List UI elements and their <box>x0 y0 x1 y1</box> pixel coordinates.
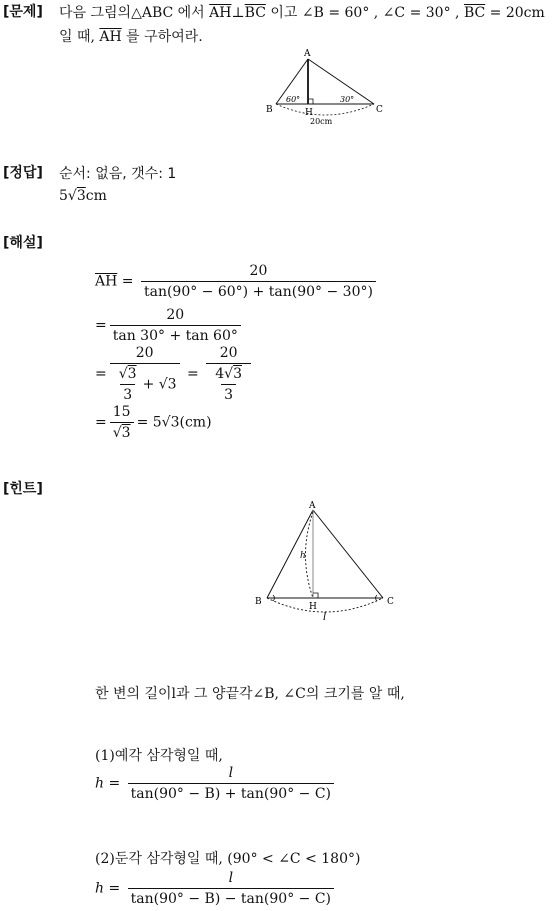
answer-radicand: 3 <box>76 188 86 204</box>
numerator: 15 <box>112 404 131 420</box>
foot-h-label: H <box>305 108 313 118</box>
hint-case-1: (1)예각 삼각형일 때, <box>95 748 223 764</box>
explanation-label: [해설] <box>3 235 43 251</box>
answer-coef: 5 <box>59 188 68 204</box>
segment-ah: $\overline{AH}$ <box>99 29 122 45</box>
answer-unit: cm <box>85 188 107 204</box>
vertex-a-label: A <box>304 49 311 59</box>
problem-label: [문제] <box>3 4 43 20</box>
fraction <box>206 344 251 404</box>
fraction <box>110 403 134 442</box>
fraction <box>128 764 334 803</box>
denominator <box>206 363 251 404</box>
denominator: tan(90° − B) − tan(90° − C) <box>128 888 334 908</box>
explanation-line-4: = $\frac{15}{√3}$ = 5√3(cm) <box>95 404 212 441</box>
answer-label: [정답] <box>3 165 43 181</box>
numerator: l <box>228 765 234 781</box>
vertex-c-label: C <box>376 105 383 115</box>
hint-formula-1 <box>95 764 337 803</box>
inner-fraction <box>212 365 245 404</box>
vertex-c-label: C <box>387 597 394 607</box>
coef: 4 <box>215 366 225 382</box>
problem-text: 이고 ∠B = 60° , ∠C = 30° , <box>265 5 464 21</box>
vertex-b-label: B <box>266 105 273 115</box>
fraction <box>110 344 180 404</box>
problem-text: 를 구하여라. <box>121 29 203 45</box>
denominator: 3 <box>221 384 236 404</box>
numerator: 20 <box>135 345 154 361</box>
problem-text: = 20cm <box>485 5 545 21</box>
hint-formula-2 <box>95 869 337 908</box>
angle-b-label: 60° <box>286 95 301 104</box>
denominator: tan(90° − B) + tan(90° − C) <box>128 783 334 803</box>
perp-symbol: ⊥ <box>231 5 245 21</box>
fraction <box>141 262 376 301</box>
denominator: 3 <box>120 384 135 404</box>
denominator <box>110 363 180 404</box>
hint-description: 한 변의 길이l과 그 양끝각∠B, ∠C의 크기를 알 때, <box>95 686 405 702</box>
explanation-line-1: $\overline{AH}$ = $\frac{20}{\tan(90^\circ - 60^\circ) + \tan(90^\circ - 30^\circ)}$ <box>95 262 379 301</box>
plus-sqrt: + √3 <box>142 376 177 393</box>
angle-c-label: 30° <box>340 95 355 104</box>
denominator: √3 <box>110 422 134 442</box>
numerator: 20 <box>166 307 185 323</box>
answer-meta: 순서: 없음, 갯수: 1 <box>59 166 177 182</box>
formula-lhs: h = <box>95 880 121 897</box>
fraction <box>110 306 241 345</box>
fraction <box>128 869 334 908</box>
numerator: 20 <box>249 263 268 279</box>
problem-line-1 <box>59 2 545 22</box>
segment-ah: $\overline{AH}$ <box>95 273 118 290</box>
segment-bc: $\overline{BC}$ <box>463 5 486 21</box>
segment-bc: $\overline{BC}$ <box>244 5 266 21</box>
radicand: 3 <box>233 366 242 382</box>
denominator: tan 30° + tan 60° <box>110 325 241 345</box>
hint-label: [힌트] <box>3 481 43 497</box>
foot-h-label: H <box>309 602 317 612</box>
numerator: l <box>228 870 234 886</box>
vertex-a-label: A <box>309 501 316 511</box>
numerator: 4√3 <box>215 366 242 382</box>
vertex-b-label: B <box>255 597 262 607</box>
explanation-line-2: = $\frac{20}{\tan 30^\circ + \tan 60^\circ}$ <box>95 306 244 345</box>
length-label: 20cm <box>310 117 333 126</box>
height-h-label: h <box>300 551 306 561</box>
hint-case-2: (2)둔각 삼각형일 때, (90° < ∠C < 180°) <box>95 851 361 867</box>
result: = 5√3(cm) <box>136 414 212 431</box>
inner-fraction <box>116 365 140 404</box>
hint-triangle-figure <box>250 498 400 624</box>
numerator: 20 <box>219 345 238 361</box>
base-l-label: l <box>323 612 327 623</box>
explanation-line-3: = 20 $\frac{√3}{3}$ + √3 = $\frac{20}{\frac{4√3}{3}}$ <box>95 344 254 404</box>
denominator: tan(90° − 60°) + tan(90° − 30°) <box>141 281 376 301</box>
answer-value: 5√3cm <box>59 188 107 204</box>
problem-triangle-figure <box>262 46 392 128</box>
problem-text: 다음 그림의△ABC 에서 <box>59 5 210 21</box>
segment-ah: $\overline{AH}$ <box>209 5 232 21</box>
numerator: √3 <box>118 366 137 382</box>
radicand: 3 <box>121 425 131 441</box>
formula-lhs: h = <box>95 775 121 792</box>
problem-line-2 <box>59 26 203 46</box>
problem-text: 일 때, <box>59 29 100 45</box>
radicand: 3 <box>127 366 137 382</box>
